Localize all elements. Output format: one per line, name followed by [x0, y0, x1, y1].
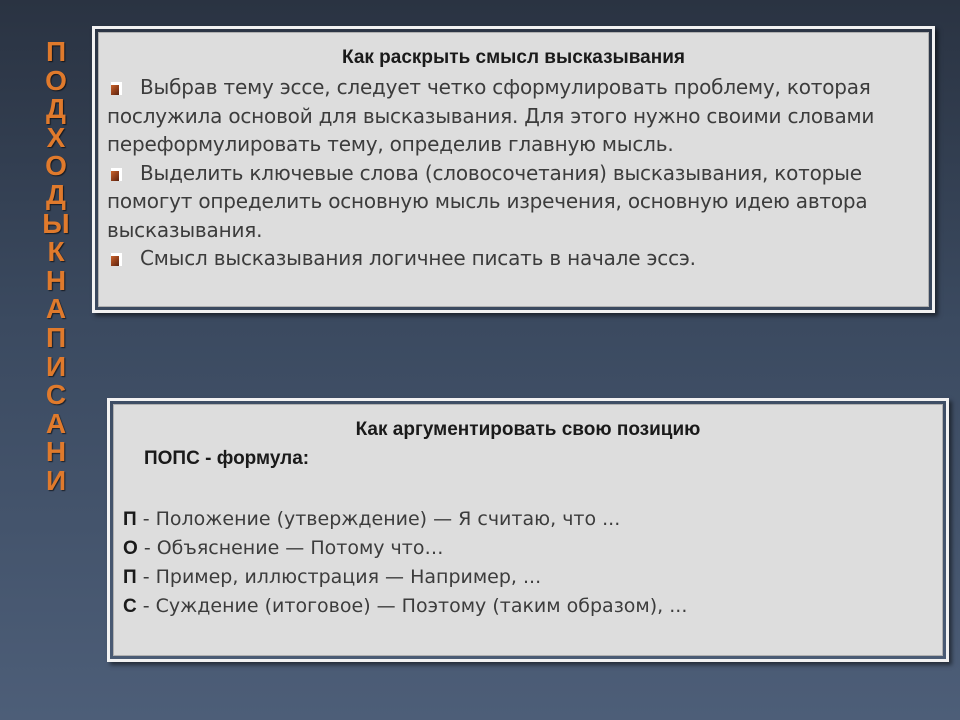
pops-letter: С	[123, 596, 137, 617]
vertical-title-letter: С	[45, 379, 67, 411]
vertical-title-letter: О	[45, 64, 67, 96]
pops-text: - Пример, иллюстрация — Например, ...	[136, 566, 542, 588]
vertical-title-letter: Д	[46, 178, 66, 210]
list-item	[123, 563, 932, 592]
vertical-title-letter: И	[45, 350, 67, 382]
bullet-text: Выбрав тему эссе, следует четко сформулировать проблему, которая послужила основой для высказывания. Для этого нужно своими словами переформулировать тему, определив главную мысль.	[107, 75, 875, 156]
pops-text: - Объяснение — Потому что…	[137, 537, 444, 559]
pops-letter: О	[123, 538, 138, 559]
list-item	[107, 159, 918, 245]
vertical-title-letter: Х	[46, 121, 66, 153]
argument-panel	[107, 398, 949, 662]
meaning-panel-body	[98, 32, 929, 307]
vertical-title-letter: Н	[45, 436, 67, 468]
pops-letter: П	[123, 567, 137, 588]
vertical-title-letter: Д	[46, 93, 66, 125]
meaning-panel	[92, 26, 935, 313]
list-item	[107, 73, 918, 159]
formula-label: ПОПС - формула:	[144, 448, 310, 469]
bullet-icon	[111, 82, 122, 95]
list-item	[123, 534, 932, 563]
list-item	[107, 244, 918, 273]
meaning-heading: Как раскрыть смысл высказывания	[342, 47, 685, 68]
bullet-icon	[111, 253, 122, 266]
bullet-icon	[111, 168, 122, 181]
vertical-title-letter: О	[45, 150, 67, 182]
vertical-title-letter: Н	[45, 264, 67, 296]
meaning-bullet-list	[107, 73, 918, 273]
vertical-title-letter: И	[45, 464, 67, 496]
pops-text: - Суждение (итоговое) — Поэтому (таким образом), ...	[136, 595, 688, 617]
vertical-title-letter: П	[45, 36, 67, 67]
pops-letter: П	[123, 509, 137, 530]
argument-heading: Как аргументировать свою позицию	[355, 419, 701, 440]
pops-text: - Положение (утверждение) — Я считаю, что ...	[136, 508, 621, 530]
vertical-title-letter: А	[45, 407, 67, 439]
argument-panel-body	[113, 404, 943, 656]
vertical-title-letter: А	[45, 293, 67, 325]
list-item	[123, 592, 932, 621]
vertical-title-letter: Ы	[42, 207, 70, 239]
vertical-title-letter: П	[45, 321, 67, 353]
bullet-text: Смысл высказывания логичнее писать в начале эссэ.	[140, 246, 696, 270]
bullet-text: Выделить ключевые слова (словосочетания) высказывания, которые помогут определить основную мысль изречения, основную идею автора высказывания.	[107, 160, 868, 242]
pops-list	[123, 505, 932, 621]
vertical-title-letter: К	[47, 236, 65, 268]
list-item	[123, 505, 932, 534]
vertical-title	[36, 38, 76, 496]
